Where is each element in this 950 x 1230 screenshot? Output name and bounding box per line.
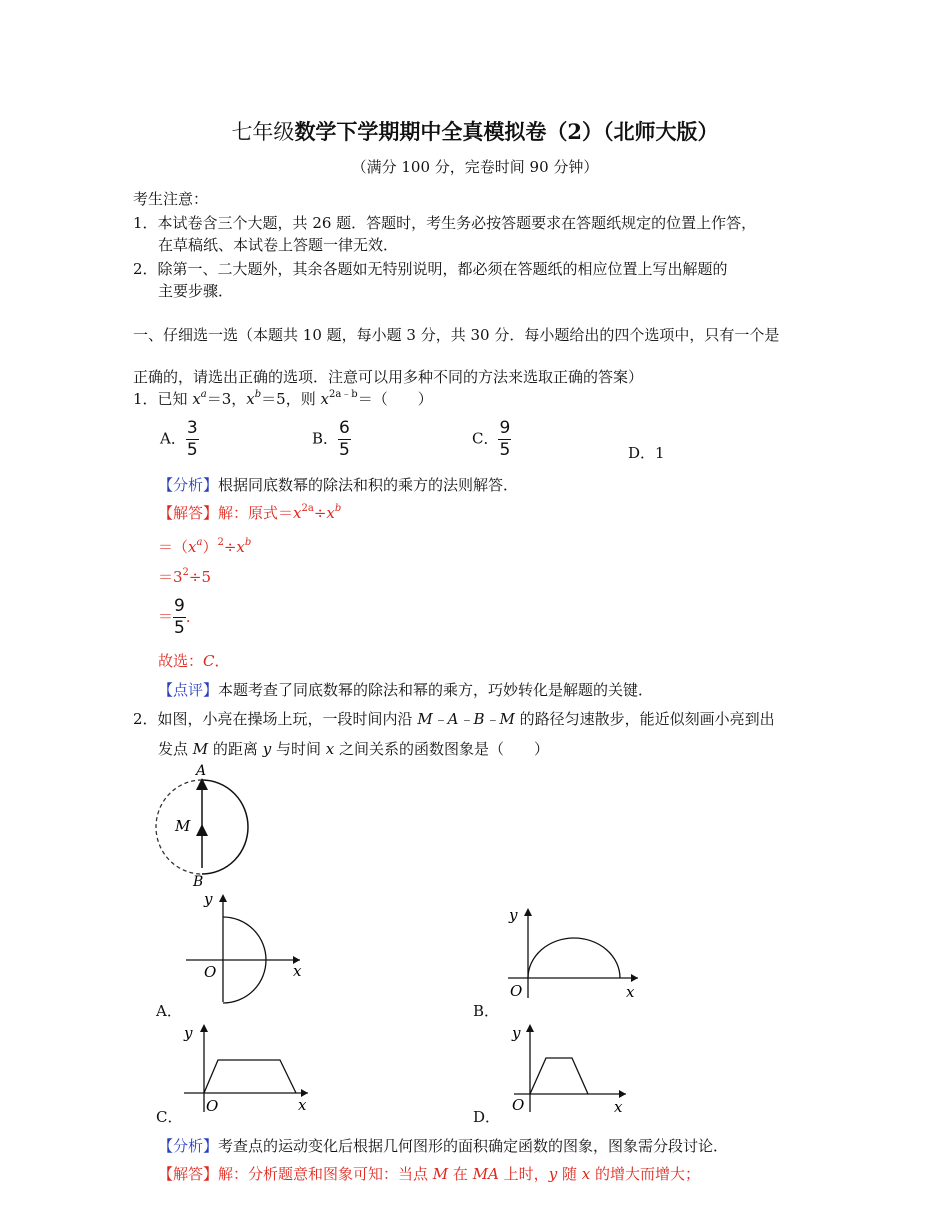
q1-answer-fraction: $\frac{9}{5}$ — [174, 596, 185, 638]
option-c-graph — [178, 1020, 318, 1115]
page-title — [0, 116, 950, 146]
notice-heading: 考生注意： — [133, 190, 209, 208]
question-2-stem-line-2: 发点 M 的距离 y 与时间 x 之间关系的函数图象是（ ） — [158, 740, 549, 758]
section-1-line-1: 一、仔细选一选（本题共 10 题，每小题 3 分，共 30 分．每小题给出的四个选项中，只有一个是 — [133, 326, 780, 344]
answer-tag: 【解答】 — [158, 1165, 219, 1183]
q1-option-d: D．1 — [628, 444, 665, 462]
origin-label: O — [510, 982, 523, 1000]
q1-answer-line-4: ＝ $\frac{9}{5}$ ． — [158, 596, 201, 638]
title-prefix: 七年级 — [231, 120, 295, 144]
arch-curve — [528, 938, 620, 978]
q2-answer: 【解答】解：分析题意和图象可知：当点 M 在 MA 上时，y 随 x 的增大而增大； — [158, 1165, 700, 1183]
q2-analysis: 【分析】考查点的运动变化后根据几何图形的面积确定函数的图象，图象需分段讨论． — [158, 1137, 729, 1155]
question-2-stem-line-1: 2．如图，小亮在操场上玩，一段时间内沿 M﹣A﹣B﹣M 的路径匀速散步，能近似刻画小亮到出 — [133, 710, 775, 728]
q1-comment: 【点评】本题考查了同底数幂的除法和幂的乘方，巧妙转化是解题的关键． — [158, 681, 654, 699]
notice-item-1-line-1: 1．本试卷含三个大题，共 26 题．答题时，考生务必按答题要求在答题纸规定的位置上作答， — [133, 214, 757, 232]
origin-label: O — [512, 1096, 525, 1114]
axis-x-label: x — [293, 962, 302, 980]
origin-label: O — [206, 1097, 219, 1115]
q2-option-b-label: B． — [473, 1002, 500, 1020]
q1-option-c-fraction: $\frac{9}{5}$ — [499, 418, 511, 460]
q1-option-b: B． $\frac{6}{5}$ — [312, 418, 350, 460]
axis-y-label: y — [509, 906, 518, 924]
axis-y-label: y — [512, 1024, 521, 1042]
q1-answer-line-3: $=3^2\div 5$ — [158, 567, 212, 586]
q2-option-c-label: C． — [156, 1108, 183, 1126]
section-1-line-2: 正确的，请选出正确的选项．注意可以用多种不同的方法来选取正确的答案） — [133, 368, 644, 386]
analysis-tag: 【分析】 — [158, 1137, 219, 1155]
q1-option-a-fraction: $\frac{3}{5}$ — [186, 418, 198, 460]
subtitle: （满分 100 分，完卷时间 90 分钟） — [351, 158, 599, 176]
q1-option-a: A． $\frac{3}{5}$ — [160, 418, 198, 460]
solid-right-arc — [202, 780, 248, 874]
analysis-tag: 【分析】 — [158, 476, 219, 494]
label-a: A — [196, 763, 207, 779]
q1-option-c: C． $\frac{9}{5}$ — [472, 418, 511, 460]
circle-path-figure — [145, 760, 255, 886]
q1-option-b-fraction: $\frac{6}{5}$ — [339, 418, 350, 460]
q1-answer-line-1: 【解答】解：原式$=x^{2a}\div x^b$ — [158, 503, 342, 522]
axis-y-label: y — [204, 890, 213, 908]
notice-item-2-line-2: 主要步骤． — [158, 282, 234, 300]
origin-label: O — [204, 963, 217, 981]
narrow-trapezoid-curve — [530, 1058, 588, 1094]
title-main: 数学下学期期中全真模拟卷（2）（北师大版） — [294, 119, 719, 144]
notice-item-1-line-2: 在草稿纸、本试卷上答题一律无效． — [158, 236, 399, 254]
axis-x-label: x — [626, 983, 635, 1001]
q1-analysis: 【分析】根据同底数幂的除法和积的乘方的法则解答． — [158, 476, 519, 494]
label-b: B — [193, 874, 204, 886]
q2-option-a-label: A． — [156, 1002, 182, 1020]
axis-x-label: x — [298, 1096, 307, 1114]
axis-x-label: x — [614, 1098, 623, 1115]
option-d-graph — [508, 1020, 633, 1115]
comment-tag: 【点评】 — [158, 681, 219, 699]
axis-y-label: y — [184, 1024, 193, 1042]
trapezoid-curve — [204, 1060, 296, 1093]
option-a-graph — [180, 890, 310, 1005]
q2-option-d-label: D． — [473, 1108, 501, 1126]
q1-answer-line-2: $=(x^a)^2\div x^b$ — [158, 537, 252, 556]
notice-item-2-line-1: 2．除第一、二大题外，其余各题如无特别说明，都必须在答题纸的相应位置上写出解题的 — [133, 260, 728, 278]
question-1-stem: 1．已知 $x^a=3$，$x^b=5$，则 $x^{2a﹣b}=$（ ） — [133, 389, 433, 408]
answer-tag: 【解答】 — [158, 504, 219, 522]
option-b-graph — [498, 902, 648, 1002]
q1-choice: 故选：C． — [158, 652, 230, 670]
label-m: M — [175, 817, 191, 835]
